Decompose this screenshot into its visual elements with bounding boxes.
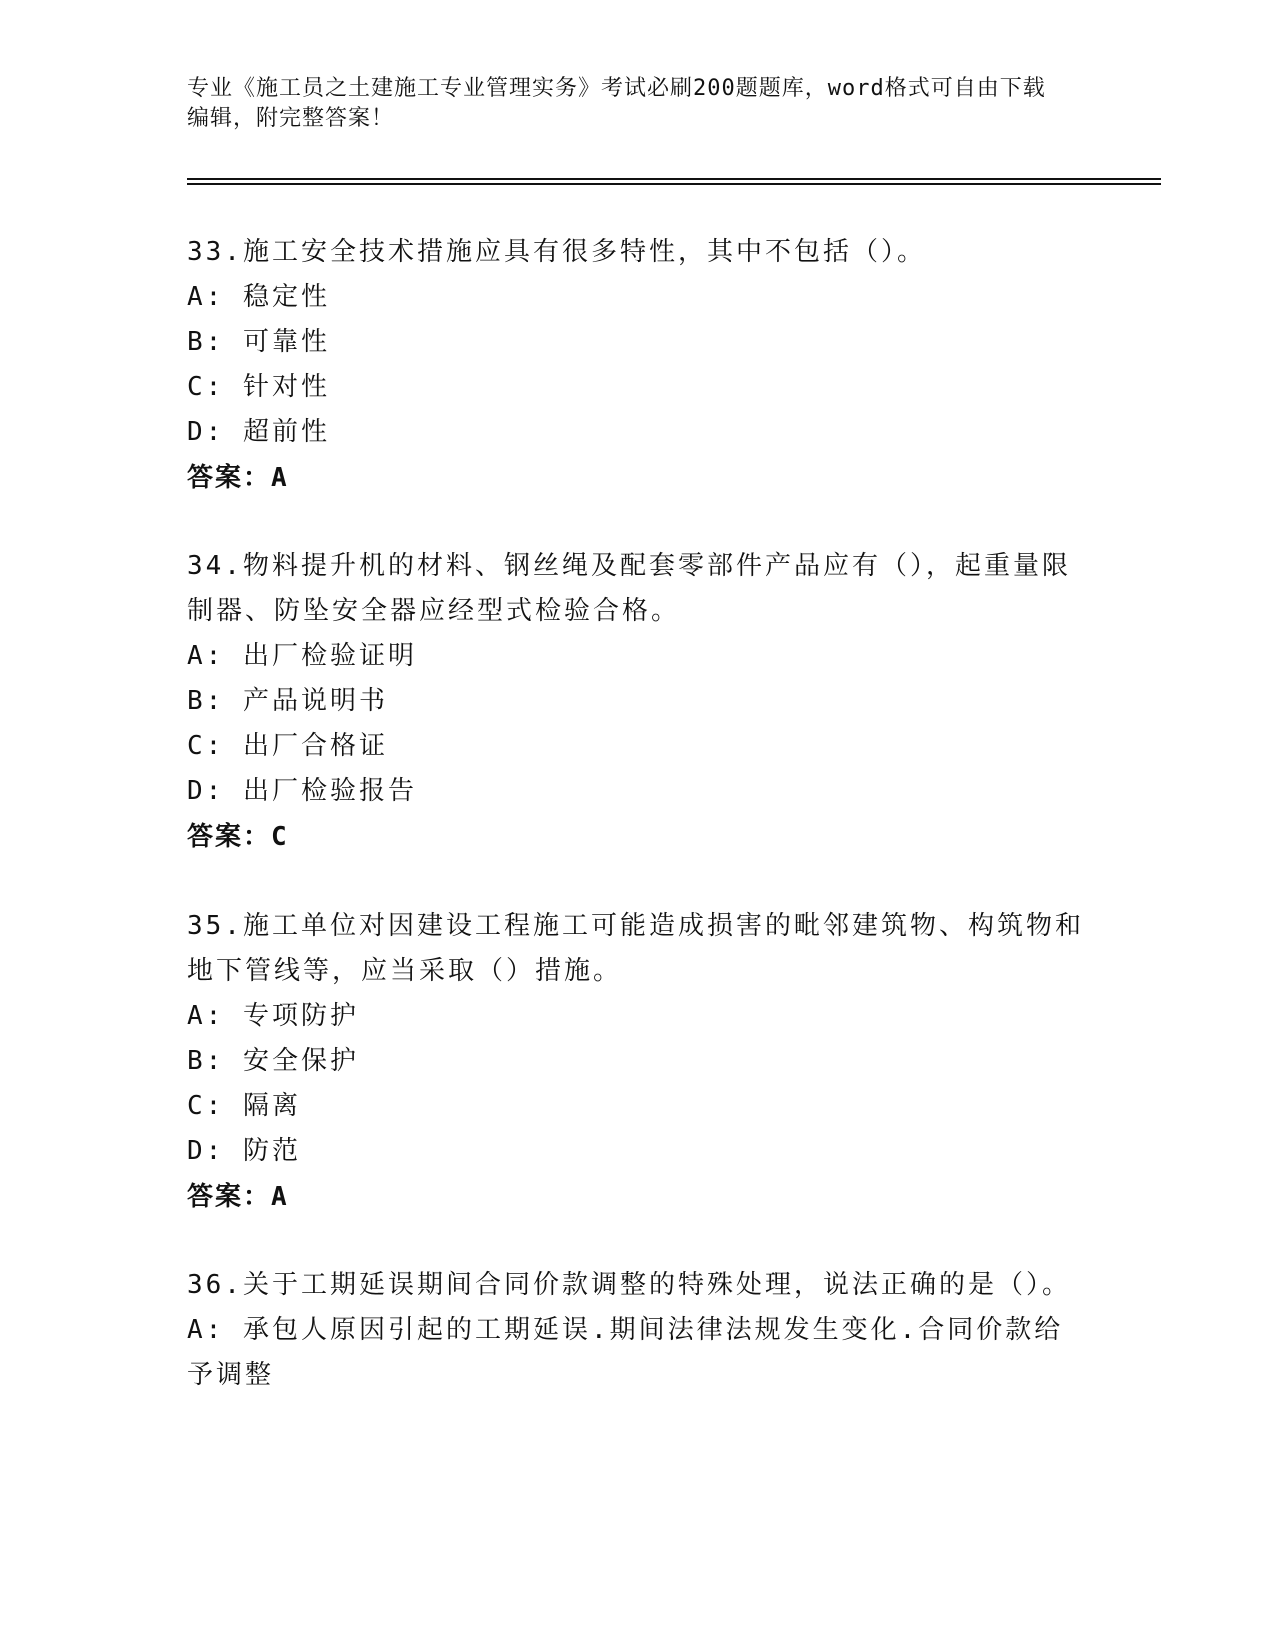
question-stem: 34.物料提升机的材料、钢丝绳及配套零部件产品应有（），起重量限制器、防坠安全器应经型式检验合格。: [187, 551, 1071, 626]
question-stem: 36.关于工期延误期间合同价款调整的特殊处理，说法正确的是（）。: [187, 1270, 1071, 1300]
option-c: C: 隔离: [187, 1091, 301, 1121]
question-34: [187, 544, 1087, 860]
question-35: [187, 904, 1087, 1220]
option-a: A: 专项防护: [187, 1001, 359, 1031]
question-stem: 33.施工安全技术措施应具有很多特性，其中不包括（）。: [187, 237, 926, 267]
option-a: A: 承包人原因引起的工期延误.期间法律法规发生变化.合同价款给予调整: [187, 1315, 1064, 1390]
question-stem: 35.施工单位对因建设工程施工可能造成损害的毗邻建筑物、构筑物和地下管线等，应当采取（）措施。: [187, 911, 1084, 986]
document-header: [187, 74, 1067, 134]
answer: 答案：A: [187, 463, 289, 493]
option-b: B: 安全保护: [187, 1046, 359, 1076]
option-d: D: 超前性: [187, 417, 330, 447]
answer: 答案：C: [187, 822, 289, 852]
answer: 答案：A: [187, 1182, 289, 1212]
header-text: 专业《施工员之土建施工专业管理实务》考试必刷200题题库，word格式可自由下载编辑，附完整答案！: [187, 76, 1046, 131]
question-33: [187, 230, 1087, 501]
option-b: B: 可靠性: [187, 327, 330, 357]
header-divider-top: [187, 178, 1161, 180]
question-36: [187, 1263, 1087, 1398]
option-a: A: 稳定性: [187, 282, 330, 312]
option-c: C: 针对性: [187, 372, 330, 402]
option-d: D: 出厂检验报告: [187, 776, 417, 806]
header-divider-bottom: [187, 183, 1161, 185]
option-a: A: 出厂检验证明: [187, 641, 417, 671]
option-c: C: 出厂合格证: [187, 731, 388, 761]
option-b: B: 产品说明书: [187, 686, 388, 716]
option-d: D: 防范: [187, 1136, 301, 1166]
